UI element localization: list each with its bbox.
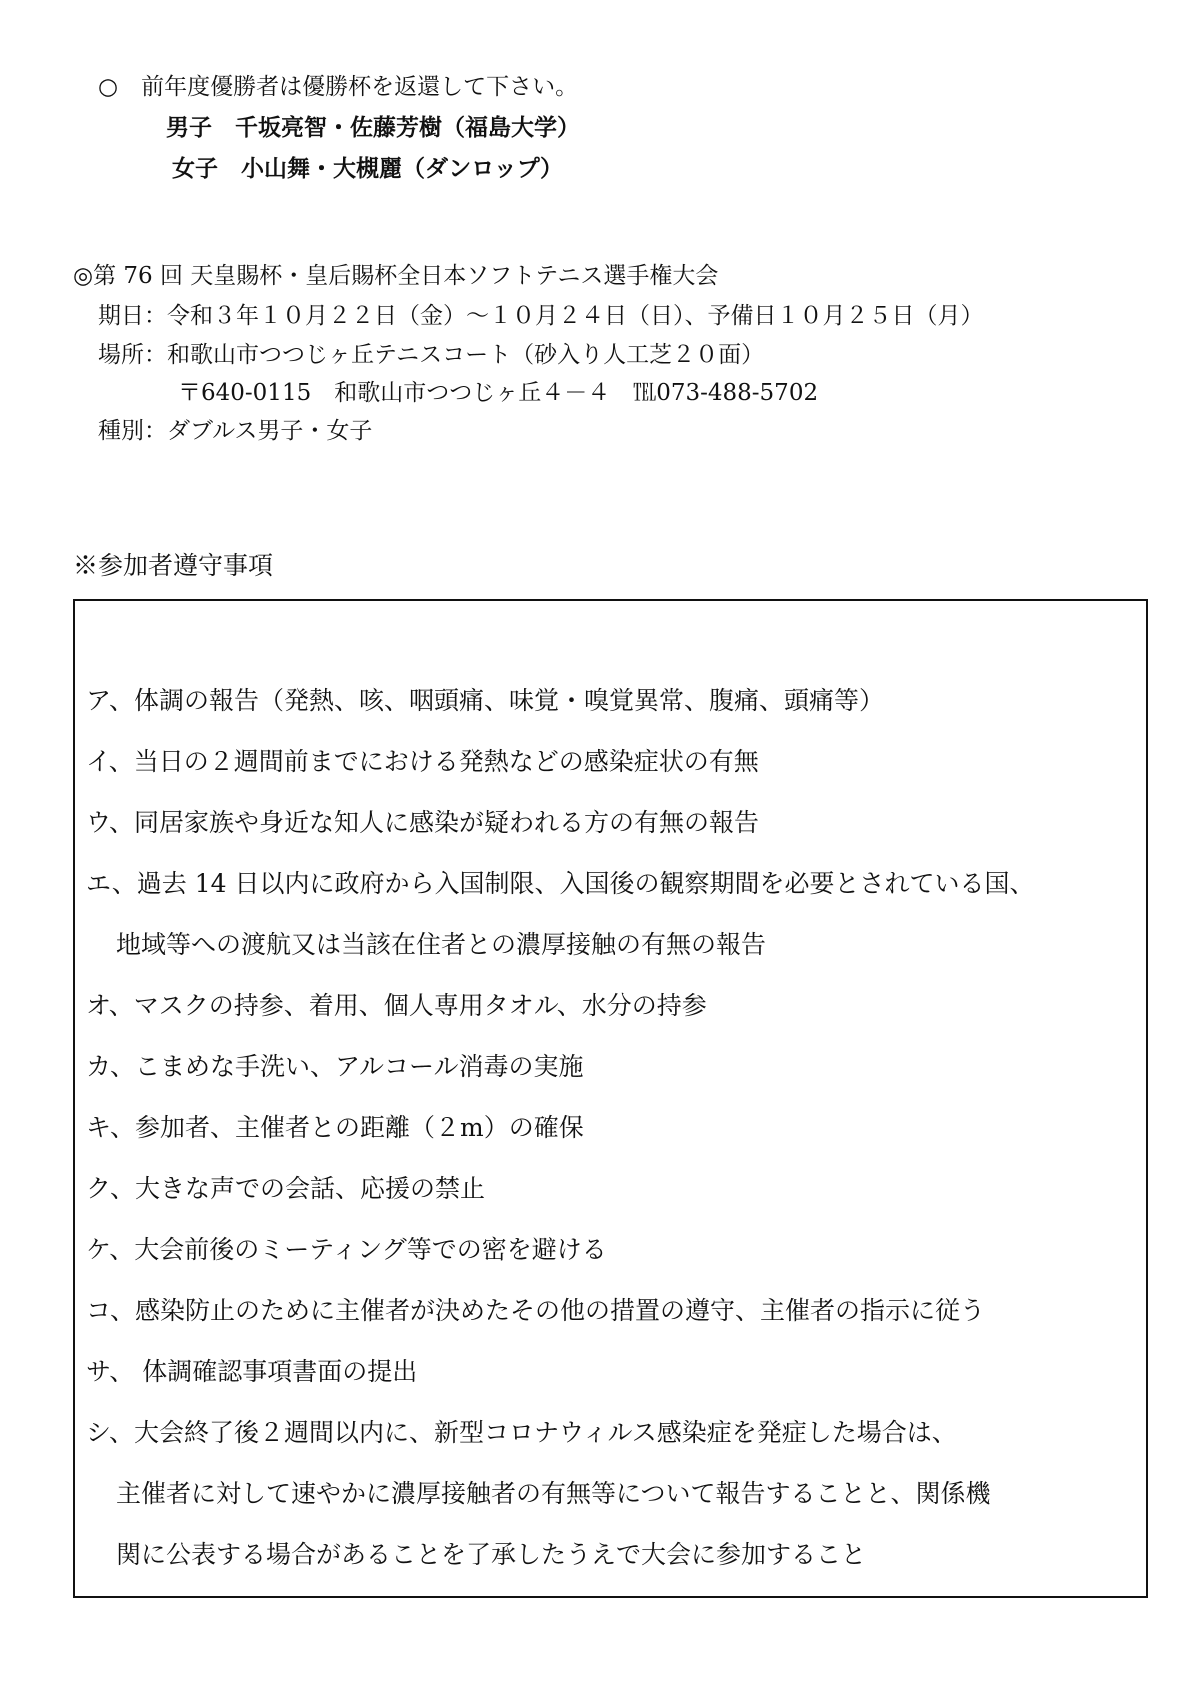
rule-item-ki: キ、参加者、主催者との距離（２m）の確保 (86, 1113, 584, 1142)
rule-item-u: ウ、同居家族や身近な知人に感染が疑われる方の有無の報告 (86, 808, 760, 837)
rule-item-ku: ク、大きな声での会話、応援の禁止 (86, 1174, 486, 1203)
rule-item-ka: カ、こまめな手洗い、アルコール消毒の実施 (86, 1052, 584, 1081)
tournament-title: ◎第 76 回 天皇賜杯・皇后賜杯全日本ソフトテニス選手権大会 (73, 263, 719, 289)
rule-item-e: エ、過去 14 日以内に政府から入国制限、入国後の観察期間を必要とされている国、 (86, 869, 1035, 898)
rule-item-i: イ、当日の２週間前までにおける発熱などの感染症状の有無 (86, 747, 759, 776)
return-notice-men: 男子 千坂亮智・佐藤芳樹（福島大学） (166, 114, 580, 141)
return-notice-line: ○ 前年度優勝者は優勝杯を返還して下さい。 (98, 74, 579, 100)
rule-item-a: ア、体調の報告（発熱、咳、咽頭痛、味覚・嗅覚異常、腹痛、頭痛等） (86, 686, 885, 715)
tournament-venue: 場所：和歌山市つつじヶ丘テニスコート（砂入り人工芝２０面） (98, 342, 765, 368)
return-notice-women: 女子 小山舞・大槻麗（ダンロップ） (172, 155, 563, 182)
rule-item-o: オ、マスクの持参、着用、個人専用タオル、水分の持参 (86, 991, 707, 1020)
rule-item-shi-cont-2: 関に公表する場合があることを了承したうえで大会に参加すること (116, 1540, 867, 1569)
rule-item-ko: コ、感染防止のために主催者が決めたその他の措置の遵守、主催者の指示に従う (86, 1296, 986, 1325)
tournament-address: 〒640-0115 和歌山市つつじヶ丘４－４ ℡073-488-5702 (178, 380, 819, 406)
tournament-category: 種別：ダブルス男子・女子 (98, 418, 373, 444)
rules-heading: ※参加者遵守事項 (73, 551, 274, 580)
rule-item-ke: ケ、大会前後のミーティング等での密を避ける (86, 1235, 607, 1264)
rule-item-shi-cont-1: 主催者に対して速やかに濃厚接触者の有無等について報告することと、関係機 (116, 1479, 991, 1508)
rule-item-sa: サ、 体調確認事項書面の提出 (86, 1357, 418, 1386)
rule-item-shi: シ、大会終了後２週間以内に、新型コロナウィルス感染症を発症した場合は、 (86, 1418, 957, 1447)
tournament-date: 期日：令和３年１０月２２日（金）～１０月２４日（日）、予備日１０月２５日（月） (98, 303, 984, 329)
rule-item-e-cont: 地域等への渡航又は当該在住者との濃厚接触の有無の報告 (116, 930, 767, 959)
